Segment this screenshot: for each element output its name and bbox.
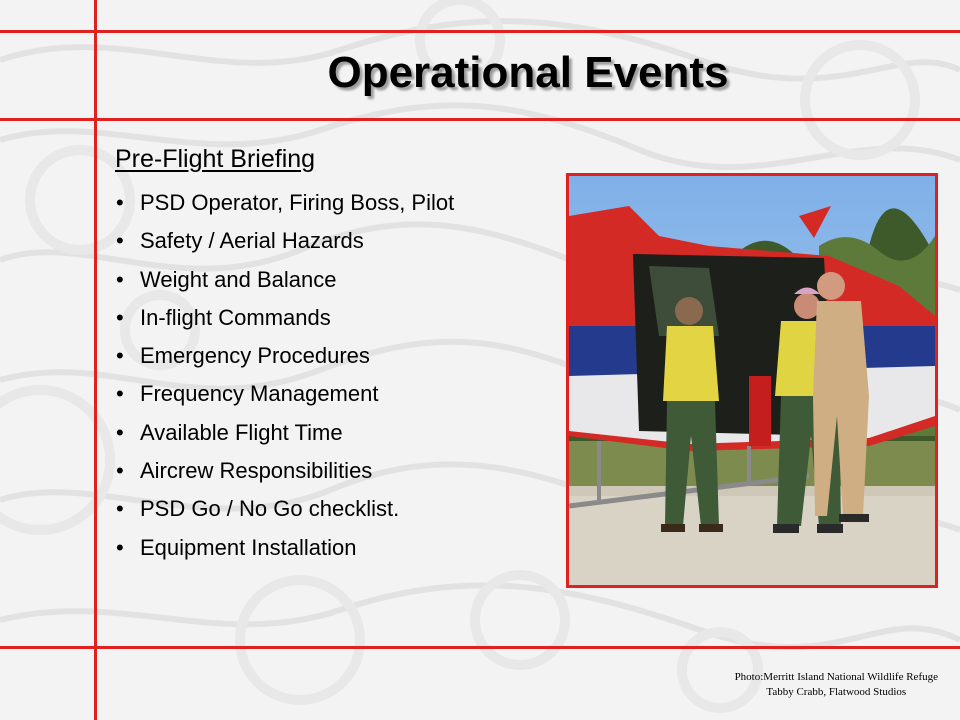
bullet-item: • Frequency Management [116, 377, 454, 415]
bullet-item: • PSD Go / No Go checklist. [116, 492, 454, 530]
bottom-rule [0, 646, 960, 649]
bullet-item: • In-flight Commands [116, 301, 454, 339]
photo-credit-line-2: Tabby Crabb, Flatwood Studios [766, 686, 907, 698]
bullet-item: • Emergency Procedures [116, 339, 454, 377]
slide-title: Operational Events [327, 48, 729, 97]
bullet-glyph: • [116, 304, 124, 330]
bullet-item: • Weight and Balance [116, 263, 454, 301]
bullet-item: • PSD Operator, Firing Boss, Pilot [116, 186, 454, 224]
bullet-glyph: • [116, 343, 124, 369]
title-rule [0, 118, 960, 121]
top-rule [0, 30, 960, 33]
bullet-glyph: • [116, 266, 124, 292]
bullet-glyph: • [116, 228, 124, 254]
helicopter-crew-photo [566, 173, 938, 588]
bullet-glyph: • [116, 458, 124, 484]
bullet-item: • Safety / Aerial Hazards [116, 224, 454, 262]
bullet-glyph: • [116, 496, 124, 522]
bullet-glyph: • [116, 381, 124, 407]
section-heading: Pre-Flight Briefing [115, 145, 316, 173]
bullet-item: • Aircrew Responsibilities [116, 454, 454, 492]
bullet-glyph: • [116, 190, 124, 215]
photo-credit [735, 670, 938, 700]
bullet-item: • Equipment Installation [116, 531, 454, 569]
bullet-glyph: • [116, 534, 124, 560]
bullet-item: • Available Flight Time [116, 416, 454, 454]
photo-credit-line-1: Photo:Merritt Island National Wildlife Refuge [734, 671, 938, 683]
bullet-glyph: • [116, 419, 124, 445]
bullet-list [116, 186, 454, 569]
left-rule [94, 0, 97, 720]
